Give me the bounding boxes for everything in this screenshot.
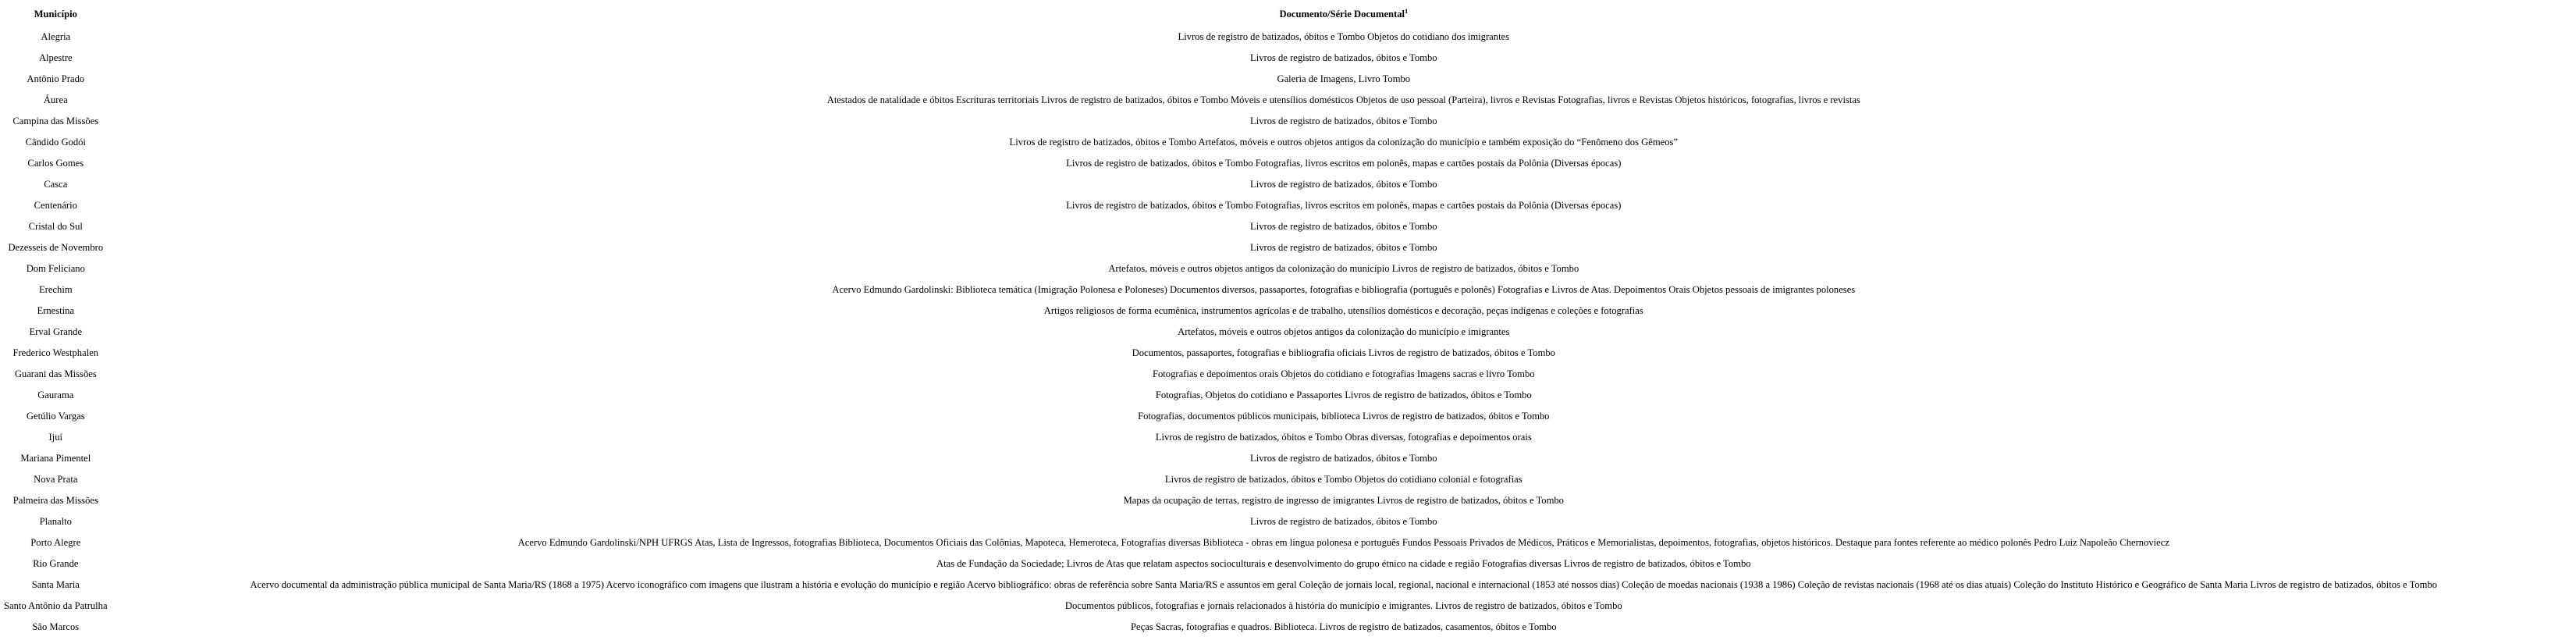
documento-cell: Livros de registro de batizados, óbitos e Tombo [1250,242,1437,253]
municipio-cell: Alegria [41,31,71,42]
documento-cell: Atestados de natalidade e óbitos Escrituras territoriais Livros de registro de batizados, óbitos e Tombo Móveis e utensílios domésticos Objetos de uso pessoal (Parteira), livros e Revistas Fotografias, livros e Revistas Objetos históricos, fotografias, livros e revistas [826,94,1860,105]
table-row [0,132,2576,153]
table-row [0,279,2576,301]
municipio-cell: Palmeira das Missões [12,495,98,506]
documento-cell: Livros de registro de batizados, óbitos e Tombo Artefatos, móveis e outros objetos antigos da colonização do município e também exposição do “Fenômeno dos Gêmeos” [1009,137,1679,148]
table-row [0,195,2576,216]
municipio-cell: Casca [44,179,68,190]
table-row [0,385,2576,406]
municipio-cell: Áurea [43,94,68,105]
table-row [0,448,2576,469]
documento-cell: Livros de registro de batizados, óbitos e Tombo [1250,52,1437,63]
municipio-cell: Erval Grande [29,326,83,337]
table-row [0,427,2576,448]
municipio-cell: Cândido Godói [25,137,86,148]
table-row [0,469,2576,490]
documento-cell: Galeria de Imagens, Livro Tombo [1277,73,1411,84]
documento-cell: Livros de registro de batizados, óbitos e Tombo [1250,179,1437,190]
documento-cell: Artefatos, móveis e outros objetos antigos da colonização do município e imigrantes [1178,326,1510,337]
documento-cell: Livros de registro de batizados, óbitos e Tombo [1250,453,1437,464]
municipio-cell: Santa Maria [31,579,80,590]
table-row [0,532,2576,553]
documento-cell: Livros de registro de batizados, óbitos e Tombo Objetos do cotidiano colonial e fotografias [1164,474,1523,485]
municipio-cell: Campina das Missões [12,116,99,126]
table-row [0,596,2576,617]
documento-cell: Fotografias, documentos públicos municipais, biblioteca Livros de registro de batizados, óbitos e Tombo [1138,411,1550,422]
table-row [0,490,2576,511]
documento-cell: Acervo documental da administração pública municipal de Santa Maria/RS (1868 a 1975) Acervo iconográfico com imagens que ilustram a história e evolução do município e região Acervo bibliográfico: obras de referência sobre Santa Maria/RS e assuntos em geral Coleção de jornais local, regional, nacional e internacional (1853 até nossos dias) Coleção de moedas nacionais (1938 a 1986) Coleção de revistas nacionais (1968 até os dias atuais) Coleção do Instituto Histórico e Geográfico de Santa Maria Livros de registro de batizados, óbitos e Tombo [250,579,2438,590]
documento-cell: Livros de registro de batizados, óbitos e Tombo Fotografias, livros escritos em polonês, mapas e cartões postais da Polônia (Diversas épocas) [1066,158,1622,169]
documento-cell: Acervo Edmundo Gardolinski: Biblioteca temática (Imigração Polonesa e Poloneses) Documentos diversos, passaportes, fotografias e bibliografia (português e polonês) Fotografias e Livros de Atas. Depoimentos Orais Objetos pessoais de imigrantes poloneses [832,284,1856,295]
municipio-cell: Dom Feliciano [26,263,85,274]
municipio-cell: Santo Antônio da Patrulha [4,600,108,611]
table-row [0,301,2576,322]
documento-cell: Livros de registro de batizados, óbitos e Tombo Fotografias, livros escritos em polonês, mapas e cartões postais da Polônia (Diversas épocas) [1066,200,1622,211]
municipio-cell: Antônio Prado [27,73,85,84]
table-row [0,153,2576,174]
table-row [0,406,2576,427]
documento-cell: Peças Sacras, fotografias e quadros. Biblioteca. Livros de registro de batizados, casamentos, óbitos e Tombo [1131,621,1557,632]
municipio-cell: Erechim [38,284,73,295]
documento-cell: Artefatos, móveis e outros objetos antigos da colonização do município Livros de registro de batizados, óbitos e Tombo [1108,263,1579,274]
municipio-cell: Ijuí [48,432,63,443]
documento-cell: Mapas da ocupação de terras, registro de ingresso de imigrantes Livros de registro de batizados, óbitos e Tombo [1123,495,1564,506]
municipio-cell: Alpestre [38,52,73,63]
header-documento [112,0,2576,27]
table-row [0,343,2576,364]
documento-cell: Documentos, passaportes, fotografias e bibliografia oficiais Livros de registro de batizados, óbitos e Tombo [1132,347,1555,358]
documento-cell: Livros de registro de batizados, óbitos e Tombo [1250,221,1437,232]
municipio-cell: Cristal do Sul [28,221,83,232]
municipio-cell: Gaurama [37,390,74,400]
table-row [0,553,2576,575]
municipio-cell: Planalto [39,516,72,527]
municipio-cell: Frederico Westphalen [12,347,99,358]
documento-cell: Artigos religiosos de forma ecumênica, instrumentos agrícolas e de trabalho, utensílios domésticos e decoração, peças indígenas e coleções e fotografias [1043,305,1643,316]
documento-cell: Atas de Fundação da Sociedade; Livros de Atas que relatam aspectos socioculturais e desenvolvimento do grupo étnico na cidade e região Fotografias diversas Livros de registro de batizados, óbitos e Tombo [936,558,1751,569]
table-row [0,27,2576,48]
table-header-row [0,0,2576,27]
table-row [0,322,2576,343]
header-documento-label: Documento/Série Documental [1279,9,1405,20]
municipio-cell: Carlos Gomes [27,158,84,169]
table-row [0,69,2576,90]
table-row [0,216,2576,237]
table-row [0,90,2576,111]
documento-cell: Livros de registro de batizados, óbitos e Tombo Obras diversas, fotografias e depoimentos orais [1155,432,1532,443]
municipio-cell: Rio Grande [33,558,79,569]
municipio-cell: Nova Prata [34,474,78,485]
documento-cell: Acervo Edmundo Gardolinski/NPH UFRGS Atas, Lista de Ingressos, fotografias Biblioteca, Documentos Oficiais das Colônias, Mapoteca, Hemeroteca, Fotografias diversas Biblioteca - obras em língua polonesa e português Fundos Pessoais Privados de Médicos, Práticos e Memorialistas, depoimentos, fotografias, objetos históricos. Destaque para fontes referente ao médico polonês Pedro Luiz Napoleão Chernoviecz [517,537,2169,548]
documento-cell: Fotografias, Objetos do cotidiano e Passaportes Livros de registro de batizados, óbitos e Tombo [1155,390,1532,400]
municipio-cell: Guarani das Missões [14,368,97,379]
municipio-cell: Porto Alegre [30,537,81,548]
table-row [0,258,2576,279]
table-row [0,48,2576,69]
table-row [0,174,2576,195]
table-row [0,111,2576,132]
table-body [0,27,2576,638]
municipio-cell: São Marcos [32,621,80,632]
municipio-cell: Centenário [34,200,77,211]
table-row [0,237,2576,258]
table-row [0,617,2576,638]
header-municipio: Município [34,9,77,20]
footnote-marker: 1 [1405,7,1409,15]
documento-cell: Livros de registro de batizados, óbitos e Tombo [1250,116,1437,126]
municipio-cell: Dezesseis de Novembro [8,242,104,253]
municipio-cell: Ernestina [37,305,75,316]
documento-cell: Livros de registro de batizados, óbitos e Tombo [1250,516,1437,527]
table-row [0,511,2576,532]
municipio-cell: Mariana Pimentel [20,453,91,464]
documento-cell: Fotografias e depoimentos orais Objetos do cotidiano e fotografias Imagens sacras e livro Tombo [1153,368,1535,379]
documento-cell: Documentos públicos, fotografias e jornais relacionados à história do município e imigrantes. Livros de registro de batizados, óbitos e Tombo [1064,600,1622,611]
table-row [0,575,2576,596]
documento-cell: Livros de registro de batizados, óbitos e Tombo Objetos do cotidiano dos imigrantes [1178,31,1510,42]
table-row [0,364,2576,385]
municipio-cell: Getúlio Vargas [26,411,85,422]
